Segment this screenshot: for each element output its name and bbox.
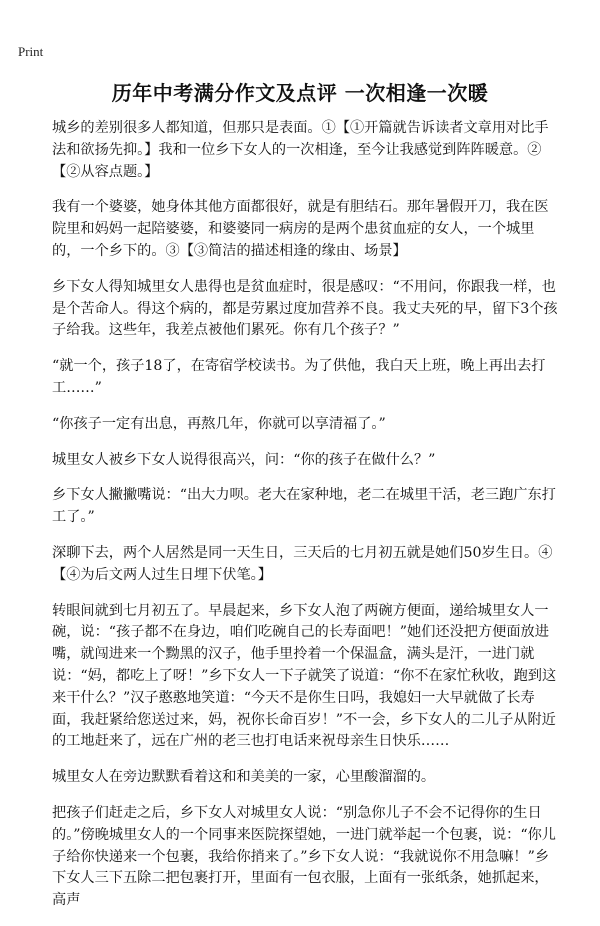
print-label: Print [18, 44, 44, 59]
paragraph: 乡下女人撇撇嘴说：“出大力呗。老大在家种地，老二在城里干活，老三跑广东打工了。” [52, 487, 556, 526]
paragraph: 城里女人被乡下女人说得很高兴，问：“你的孩子在做什么？” [52, 451, 436, 468]
paragraph: 转眼间就到七月初五了。早晨起来，乡下女人泡了两碗方便面，递给城里女人一碗，说：“孩子都不在身边，咱们吃碗自己的长寿面吧！”她们还没把方便面放进嘴，就闯进来一个黝黑的汉子，他手里拎着一个保温盒，满头是汗，一进门就说：“妈，都吃上了呀！”乡下女人一下子就笑了说道：“你不在家忙秋收，跑到这来干什么？”汉子憨憨地笑道：“今天不是你生日吗，我媳妇一大早就做了长寿面，我赶紧给您送过来，妈，祝你长命百岁！”不一会，乡下女人的二儿子从附近的工地赶来了，远在广州的老三也打电话来祝母亲生日快乐…… [52, 602, 557, 750]
document-title: 历年中考满分作文及点评 一次相逢一次暖 [111, 81, 489, 105]
paragraph: “就一个，孩子18了，在寄宿学校读书。为了供他，我白天上班，晚上再出去打工……” [52, 358, 546, 396]
paragraph: 我有一个婆婆，她身体其他方面都很好，就是有胆结石。那年暑假开刀，我在医院里和妈妈一起陪婆婆，和婆婆同一病房的是两个患贫血症的女人，一个城里的，一个乡下的。③【③简洁的描述相逢的缘由、场景】 [52, 199, 549, 259]
paragraph: “你孩子一定有出息，再熬几年，你就可以享清福了。” [52, 415, 386, 432]
paragraph: 把孩子们赶走之后，乡下女人对城里女人说：“别急你儿子不会不记得你的生日的。”傍晚城里女人的一个同事来医院探望她，一进门就举起一个包裹，说：“你儿子给你快递来一个包裹，我给你捎来了。”乡下女人说：“我就说你不用急嘛！”乡下女人三下五除二把包裹打开，里面有一包衣服，上面有一张纸条，她抓起来，高声 [52, 804, 556, 909]
paragraph: 乡下女人得知城里女人患得也是贫血症时，很是感叹：“不用问，你跟我一样，也是个苦命人。得这个病的，都是劳累过度加营养不良。我丈夫死的早，留下3个孩子给我。这些年，我差点被他们累死。你有几个孩子？” [52, 278, 558, 339]
paragraph: 深聊下去，两个人居然是同一天生日，三天后的七月初五就是她们50岁生日。④【④为后文两人过生日埋下伏笔。】 [52, 544, 553, 583]
article-body [52, 118, 562, 926]
paragraph: 城里女人在旁边默默看着这和和美美的一家，心里酸溜溜的。 [52, 769, 436, 786]
paragraph: 城乡的差别很多人都知道，但那只是表面。①【①开篇就告诉读者文章用对比手法和欲扬先抑。】我和一位乡下女人的一次相逢，至今让我感觉到阵阵暖意。②【②从容点题。】 [52, 120, 549, 180]
